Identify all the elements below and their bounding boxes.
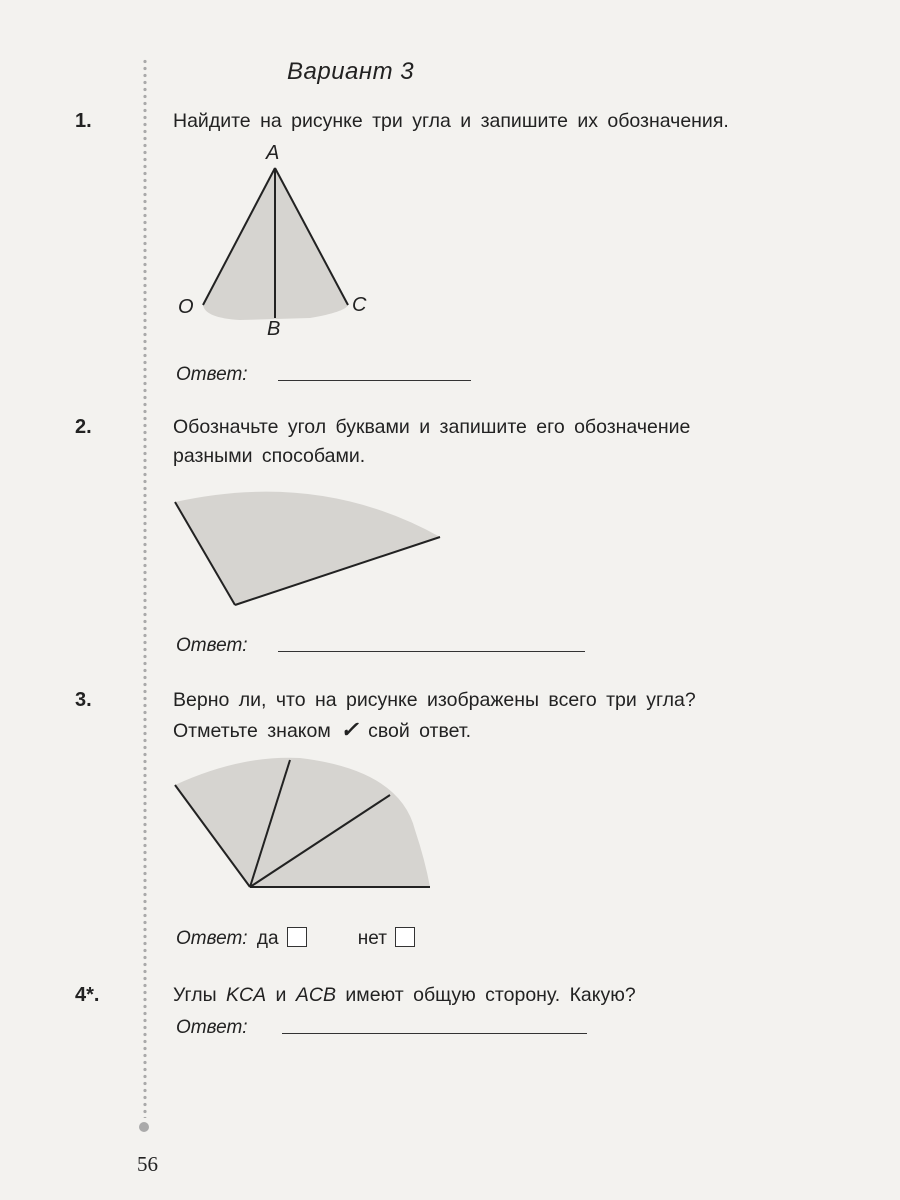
task-4-text-c: имеют общую сторону. Какую? — [345, 984, 636, 1006]
task-4-number: 4*. — [75, 984, 100, 1006]
option-no-label: нет — [357, 928, 387, 949]
task-4-text — [173, 981, 873, 1010]
task-3-text-a: Отметьте знаком — [173, 720, 331, 742]
answer-line-1[interactable] — [278, 380, 471, 381]
answer-label-2: Ответ: — [176, 635, 248, 656]
answer-line-2[interactable] — [278, 651, 585, 652]
task-3-number: 3. — [75, 689, 92, 711]
point-label-a: A — [266, 142, 280, 164]
option-yes-label: да — [256, 928, 279, 949]
answer-label-4: Ответ: — [176, 1017, 248, 1038]
task-1-number: 1. — [75, 110, 92, 132]
answer-line-4[interactable] — [282, 1033, 587, 1034]
page-title: Вариант 3 — [287, 58, 415, 85]
checkbox-yes[interactable] — [287, 927, 307, 947]
task-2-text-line2: разными способами. — [173, 445, 366, 467]
task-3-text-line1: Верно ли, что на рисунке изображены всего три угла? — [173, 689, 696, 711]
answer-label-1: Ответ: — [176, 364, 248, 385]
check-mark-icon: ✓ — [340, 717, 359, 742]
angle-acb: ACB — [295, 984, 336, 1006]
task-2-text-line1: Обозначьте угол буквами и запишите его обозначение — [173, 416, 691, 438]
answer-row-3 — [176, 927, 415, 950]
task-4-text-b: и — [275, 984, 287, 1006]
page-number: 56 — [137, 1152, 158, 1176]
point-label-o: O — [178, 296, 194, 318]
task-2-number: 2. — [75, 416, 92, 438]
checkbox-no[interactable] — [395, 927, 415, 947]
figure-2-angle — [175, 492, 440, 605]
answer-label-3: Ответ: — [176, 928, 248, 949]
task-4-text-a: Углы — [173, 984, 217, 1006]
figure-1-angles — [203, 168, 348, 320]
point-label-c: C — [352, 294, 367, 316]
task-1-text: Найдите на рисунке три угла и запишите их обозначения. — [173, 110, 729, 132]
angle-kca: KCA — [226, 984, 267, 1006]
point-label-b: B — [267, 318, 281, 340]
task-3-text-line2 — [173, 715, 873, 746]
task-3-text-b: свой ответ. — [368, 720, 472, 742]
figure-3-angles — [175, 758, 430, 887]
